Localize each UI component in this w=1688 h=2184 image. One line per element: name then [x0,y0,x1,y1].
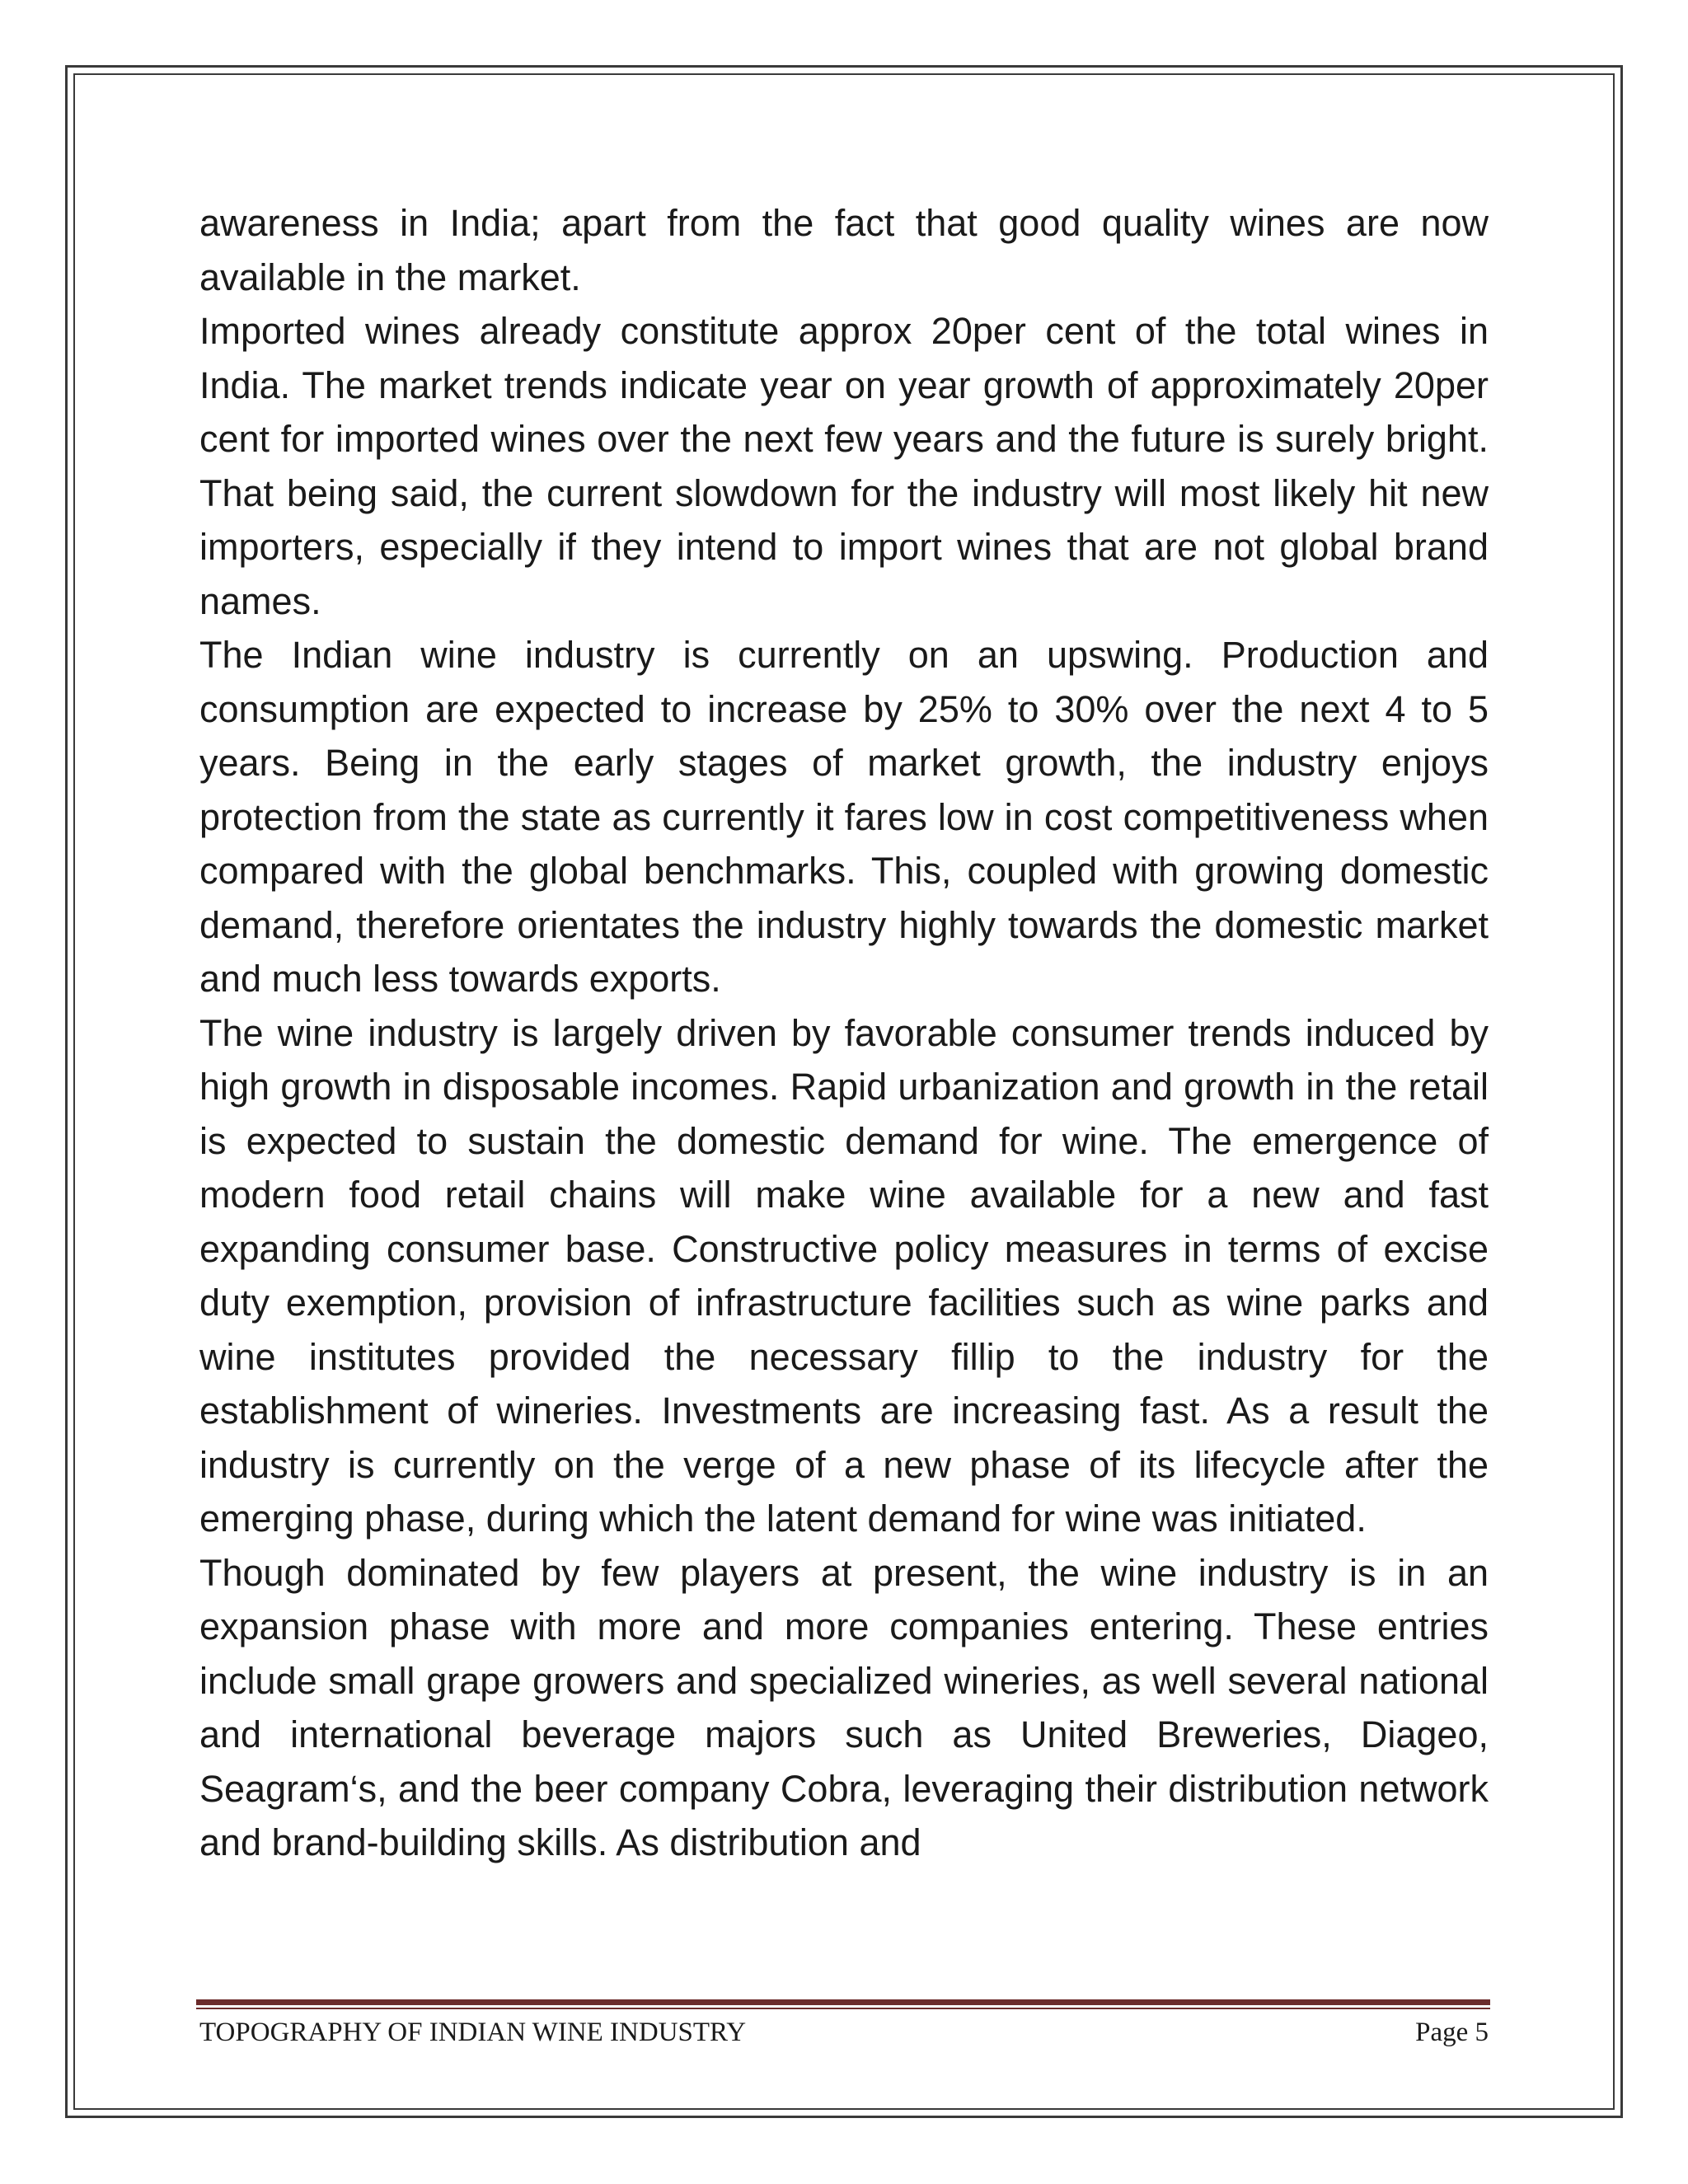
footer-document-title: TOPOGRAPHY OF INDIAN WINE INDUSTRY [199,2018,747,2047]
footer-page-number: Page 5 [1415,2018,1489,2047]
body-paragraph: Though dominated by few players at present, the wine industry is in an expansion phase with more and more companies entering. These entries include small grape growers and specialized wineries, as well several national and international beverage majors such as United Breweries, Diageo, Seagram‘s, and the beer company Cobra, leveraging their distribution network and brand-building skills. As distribution and [199,1551,1489,1863]
body-paragraph: The wine industry is largely driven by favorable consumer trends induced by high growth in disposable incomes. Rapid urbanization and growth in the retail is expected to sustain the domestic demand for wine. The emergence of modern food retail chains will make wine available for a new and fast expanding consumer base. Constructive policy measures in terms of excise duty exemption, provision of infrastructure facilities such as wine parks and wine institutes provided the necessary fillip to the industry for the establishment of wineries. Investments are increasing fast. As a result the industry is currently on the verge of a new phase of its lifecycle after the emerging phase, during which the latent demand for wine was initiated. [199,1011,1489,1540]
body-paragraph: awareness in India; apart from the fact that good quality wines are now available in the market. [199,202,1489,298]
body-paragraph: Imported wines already constitute approx 20per cent of the total wines in India. The market trends indicate year on year growth of approximately 20per cent for imported wines over the next few years and the future is surely bright. That being said, the current slowdown for the industry will most likely hit new importers, especially if they intend to import wines that are not global brand names. [199,310,1489,622]
footer-rule-thin [196,2008,1490,2009]
page-body [199,196,1489,1870]
body-paragraph: The Indian wine industry is currently on an upswing. Production and consumption are expected to increase by 25% to 30% over the next 4 to 5 years. Being in the early stages of market growth, the industry enjoys protection from the state as currently it fares low in cost competitiveness when compared with the global benchmarks. This, coupled with growing domestic demand, therefore orientates the industry highly towards the domestic market and much less towards exports. [199,634,1489,1000]
footer-rule-thick [196,1999,1490,2005]
